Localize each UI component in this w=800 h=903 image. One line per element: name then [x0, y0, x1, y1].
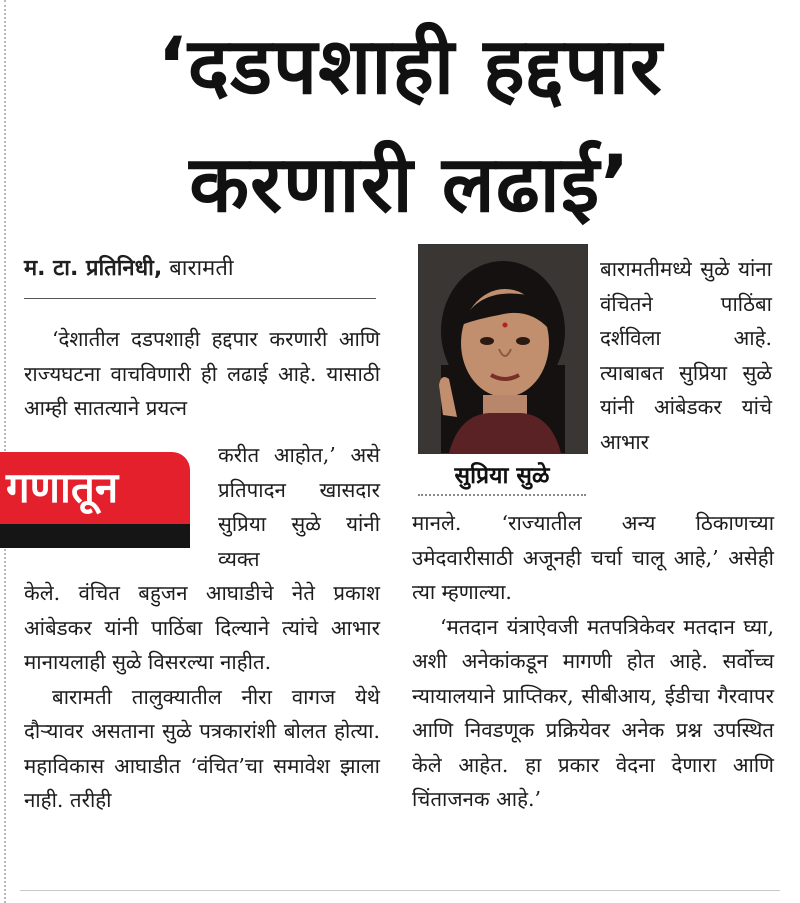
photo-caption: सुप्रिया सुळे	[454, 463, 550, 489]
banner-black-strip	[0, 524, 190, 548]
left-column-para1-narrow	[218, 438, 380, 576]
paragraph: ‘देशातील दडपशाही हद्दपार करणारी आणि राज्यघटना वाचविणारी ही लढाई आहे. यासाठी आम्ही सातत्याने प्रयत्न	[24, 327, 380, 420]
right-column-para1-narrow	[600, 252, 772, 459]
banner-label: गणातून	[6, 463, 119, 512]
left-column-para1-bottom	[24, 576, 380, 818]
byline-author: म. टा. प्रतिनिधी,	[24, 256, 163, 281]
paragraph: ‘मतदान यंत्राऐवजी मतपत्रिकेवर मतदान घ्या, अशी अनेकांकडून मागणी होत आहे. सर्वोच्च न्यायालयाने प्राप्तिकर, सीबीआय, ईडीचा गैरवापर आणि निवडणूक प्रक्रियेवर अनेक प्रश्न उपस्थित केले आहेत. हा प्रकार वेदना देणारा आणि चिंताजनक आहे.’	[412, 614, 774, 811]
left-column-para1-top	[24, 322, 380, 426]
headline	[40, 8, 780, 244]
paragraph: करीत आहोत,’ असे प्रतिपादन खासदार सुप्रिया सुळे यांनी व्यक्त	[218, 443, 380, 571]
byline	[24, 252, 376, 282]
headline-line-2: करणारी लढाई’	[189, 140, 631, 230]
bottom-divider	[20, 890, 780, 891]
caption-divider	[418, 494, 586, 496]
portrait-illustration	[419, 245, 587, 453]
section-banner	[0, 452, 190, 548]
portrait-photo	[418, 244, 588, 454]
paragraph: केले. वंचित बहुजन आघाडीचे नेते प्रकाश आंबेडकर यांनी पाठिंबा दिल्याने त्यांचे आभार मानायलाही सुळे विसरल्या नाहीत.	[24, 581, 380, 674]
paragraph: बारामती तालुक्यातील नीरा वागज येथे दौऱ्यावर असताना सुळे पत्रकारांशी बोलत होत्या. महाविकास आघाडीत ‘वंचित’चा समावेश झाला नाही. तरीही	[24, 684, 380, 812]
paragraph: बारामतीमध्ये सुळे यांना वंचितने पाठिंबा दर्शविला आहे. त्याबाबत सुप्रिया सुळे यांनी आंबेडकर यांचे आभार	[600, 257, 772, 454]
paragraph: मानले. ‘राज्यातील अन्य ठिकाणच्या उमेदवारीसाठी अजूनही चर्चा चालू आहे,’ असेही त्या म्हणाल्या.	[412, 511, 774, 604]
headline-line-1: ‘दडपशाही हद्दपार	[157, 22, 663, 112]
byline-location: बारामती	[162, 256, 234, 281]
right-column-para1-wide	[412, 506, 774, 817]
byline-divider	[24, 298, 376, 299]
